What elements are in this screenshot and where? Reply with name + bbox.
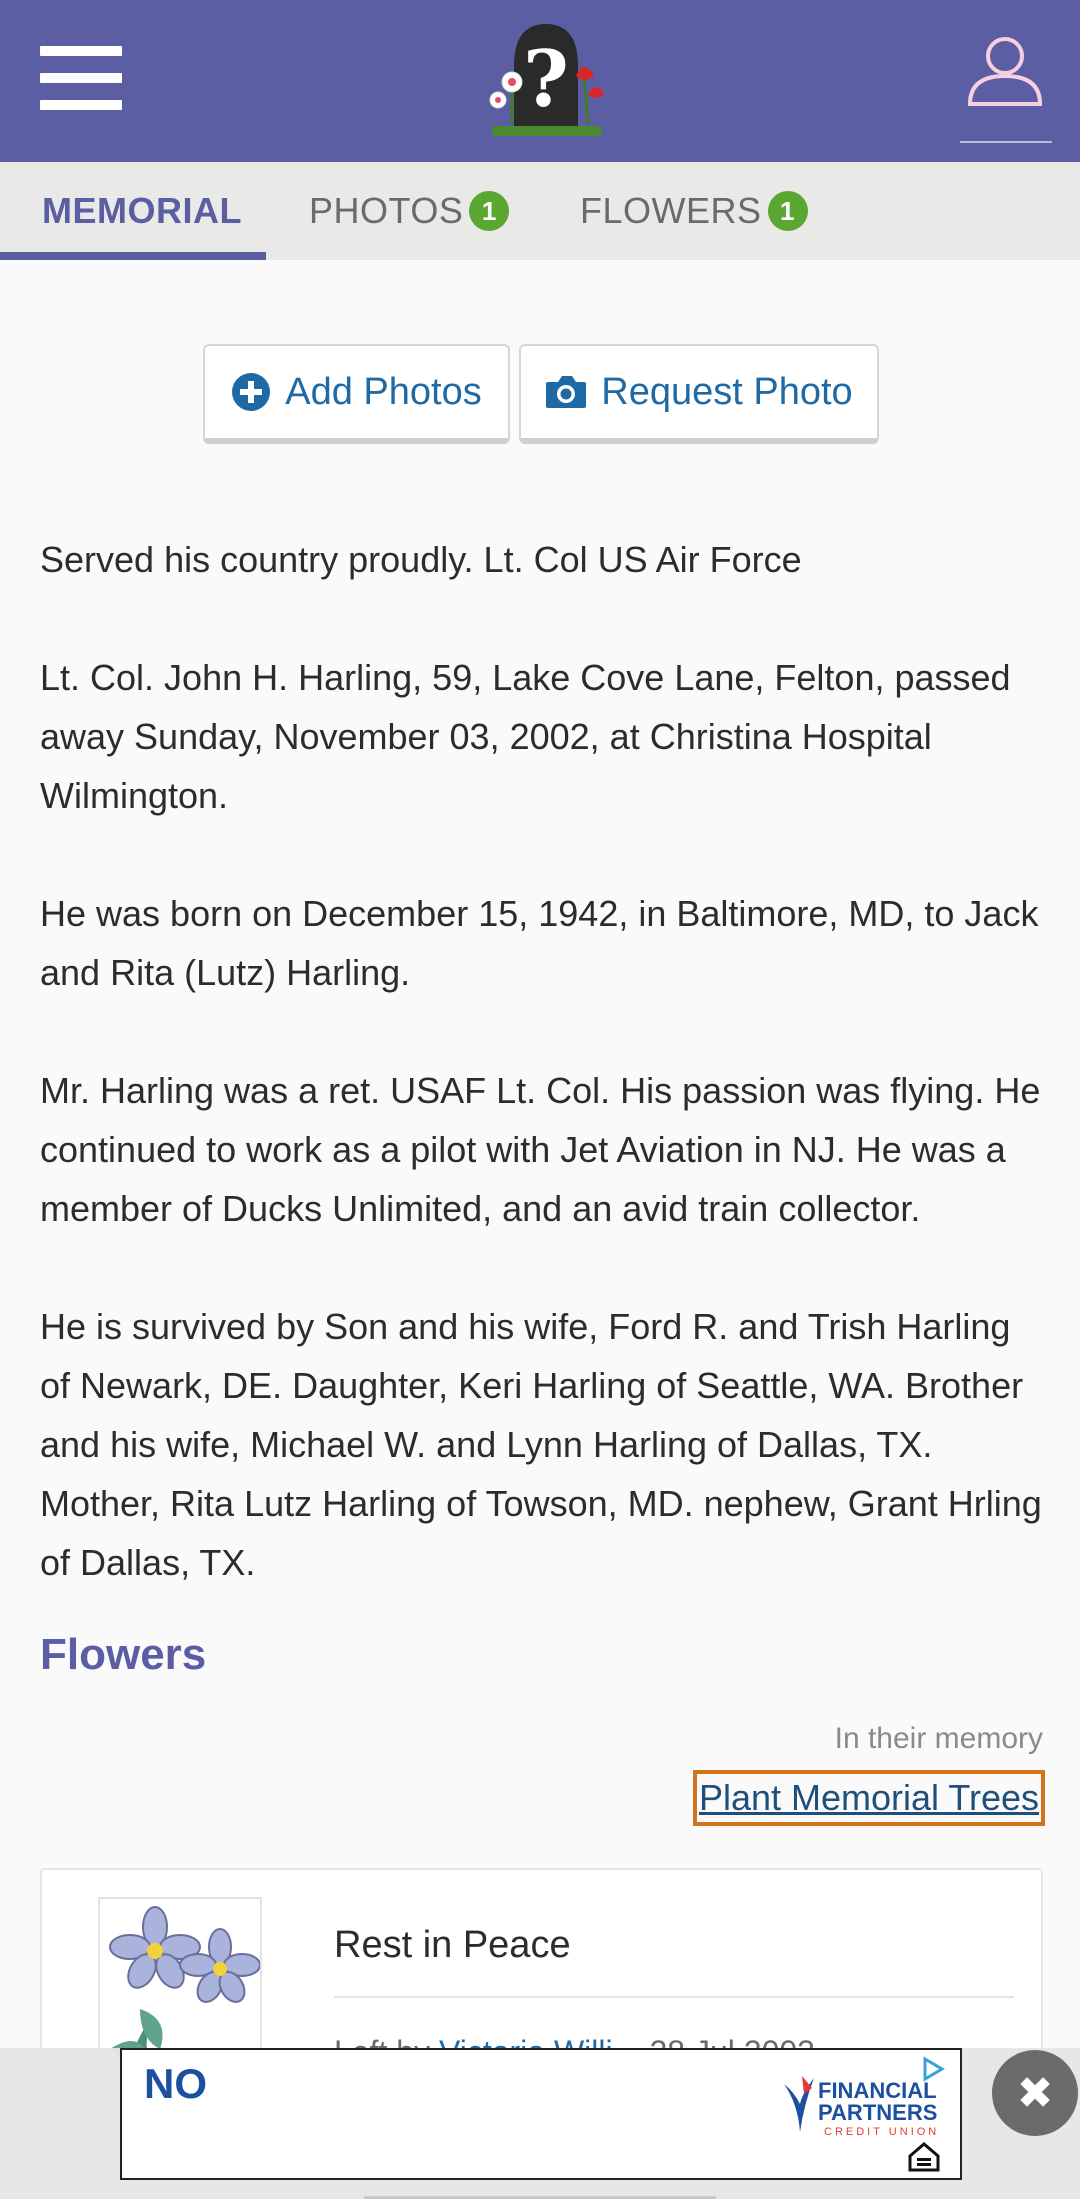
tab-memorial-label: MEMORIAL xyxy=(42,190,242,231)
add-photos-button[interactable] xyxy=(203,344,510,444)
ad-headline: NO xyxy=(144,2060,207,2107)
bio-paragraph: He was born on December 15, 1942, in Baltimore, MD, to Jack and Rita (Lutz) Harling. xyxy=(40,893,1039,993)
tab-memorial[interactable] xyxy=(42,162,242,260)
photos-count-badge: 1 xyxy=(469,191,509,231)
bio-paragraph: Mr. Harling was a ret. USAF Lt. Col. His passion was flying. He continued to work as a pilot with Jet Aviation in NJ. He was a member of Ducks Unlimited, and an avid train collector. xyxy=(40,1070,1041,1229)
in-their-memory-label: In their memory xyxy=(834,1722,1043,1755)
svg-text:?: ? xyxy=(523,34,569,125)
memorial-biography xyxy=(40,530,1050,1651)
camera-icon xyxy=(545,374,587,410)
tab-photos-label: PHOTOS xyxy=(309,190,464,231)
plus-circle-icon xyxy=(231,372,271,412)
bio-paragraph: He is survived by Son and his wife, Ford R. and Trish Harling of Newark, DE. Daughter, Keri Harling of Seattle, WA. Brother and his wife, Michael W. and Lynn Harling of Dallas, TX. Mother, Rita Lutz Harling of Towson, MD. nephew, Grant Hrling of Dallas, TX. xyxy=(40,1306,1042,1583)
flowers-section-title: Flowers xyxy=(40,1630,207,1679)
advertisement[interactable] xyxy=(120,2048,962,2180)
memorial-tabs xyxy=(0,162,1080,260)
bio-paragraph: Served his country proudly. Lt. Col US Air Force xyxy=(40,539,802,580)
hamburger-menu-icon[interactable] xyxy=(40,46,122,116)
equal-housing-lender-icon xyxy=(906,2140,942,2174)
user-account-button[interactable] xyxy=(960,22,1050,142)
tab-flowers[interactable] xyxy=(580,162,808,260)
ad-brand-name: FINANCIAL PARTNERS xyxy=(818,2078,938,2125)
plant-memorial-trees-link[interactable]: Plant Memorial Trees xyxy=(693,1770,1045,1826)
financial-partners-logo xyxy=(778,2056,948,2168)
active-tab-indicator xyxy=(0,252,266,260)
flowers-count-badge: 1 xyxy=(768,191,808,231)
request-photo-label: Request Photo xyxy=(601,370,853,413)
close-icon: ✖ xyxy=(1016,2068,1054,2118)
financial-partners-emblem-icon xyxy=(782,2074,816,2134)
close-ad-button[interactable] xyxy=(992,2050,1078,2136)
flower-message: Rest in Peace xyxy=(334,1924,571,1966)
request-photo-button[interactable] xyxy=(519,344,879,444)
top-navigation-bar xyxy=(0,0,1080,162)
add-photos-label: Add Photos xyxy=(285,370,482,413)
user-profile-icon xyxy=(965,30,1045,110)
findagrave-logo-icon[interactable] xyxy=(484,14,608,138)
tab-flowers-label: FLOWERS xyxy=(580,190,762,231)
divider xyxy=(334,1996,1014,1998)
tab-photos[interactable] xyxy=(309,162,509,260)
bio-paragraph: Lt. Col. John H. Harling, 59, Lake Cove Lane, Felton, passed away Sunday, November 03, 2002, at Christina Hospital Wilmington. xyxy=(40,657,1011,816)
ad-brand-subtitle: CREDIT UNION xyxy=(824,2126,940,2138)
